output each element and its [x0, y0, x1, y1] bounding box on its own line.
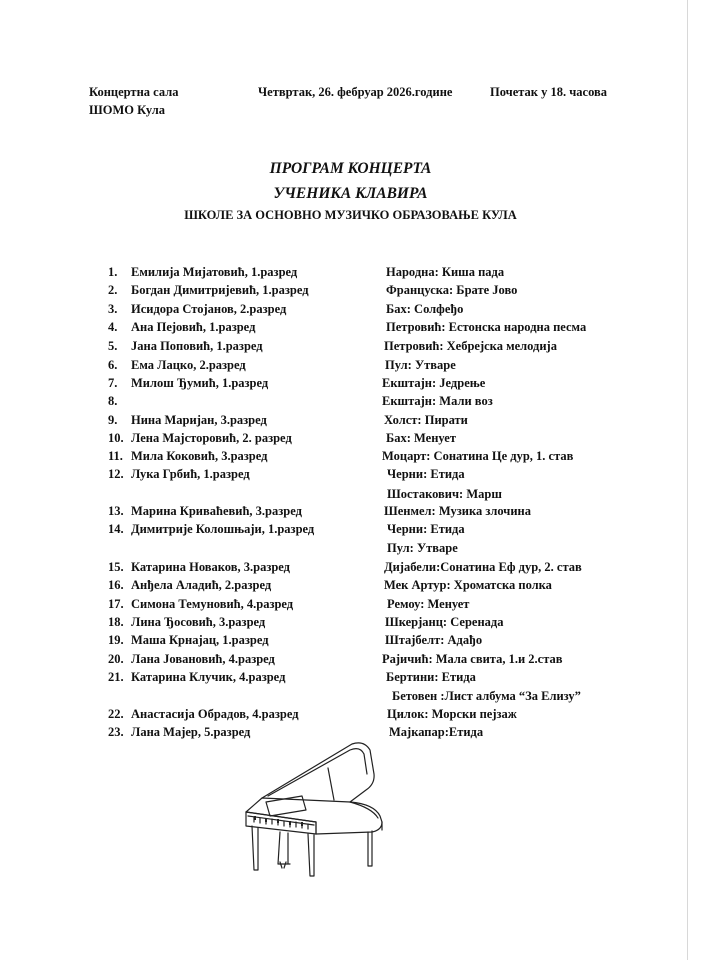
program-row	[0, 374, 701, 392]
performer-name: Лина Ђосовић, 3.разред	[131, 615, 266, 629]
piece-title: Черни: Етида	[387, 522, 465, 536]
performer-name: Ана Пејовић, 1.разред	[131, 320, 256, 334]
performer-name: Милош Ђумић, 1.разред	[131, 376, 269, 390]
piece-title: Шкерјанц: Серенада	[385, 615, 504, 629]
program-title-line-2: УЧЕНИКА КЛАВИРА	[273, 185, 428, 202]
row-number: 13.	[108, 504, 124, 518]
program-title-line-1: ПРОГРАМ КОНЦЕРТА	[269, 160, 432, 177]
performer-name: Анастасија Обрадов, 4.разред	[131, 707, 299, 721]
venue-line-2: ШОМО Кула	[89, 103, 166, 117]
program-row	[0, 613, 701, 631]
grand-piano-icon	[232, 738, 392, 880]
row-number: 21.	[108, 670, 124, 684]
program-row	[0, 520, 701, 538]
program-row	[0, 668, 701, 686]
piece-title: Шенмел: Музика злочина	[384, 504, 532, 518]
performer-name: Мила Коковић, 3.разред	[131, 449, 268, 463]
piece-title: Бетовен :Лист албума “За Елизу”	[392, 689, 581, 703]
piece-title: Моцарт: Сонатина Це дур, 1. став	[382, 449, 574, 463]
piece-title: Народна: Киша пада	[386, 265, 505, 279]
performer-name: Емилија Мијатовић, 1.разред	[131, 265, 298, 279]
performer-name: Лана Јовановић, 4.разред	[131, 652, 275, 666]
program-row	[0, 447, 701, 465]
row-number: 16.	[108, 578, 124, 592]
row-number: 2.	[108, 283, 118, 297]
row-number: 1.	[108, 265, 118, 279]
piece-title: Пул: Утваре	[387, 541, 458, 555]
row-number: 8.	[108, 394, 118, 408]
piece-title: Черни: Етида	[387, 467, 465, 481]
performer-name: Нина Маријан, 3.разред	[131, 413, 267, 427]
row-number: 22.	[108, 707, 124, 721]
program-row	[0, 631, 701, 649]
performer-name: Лука Грбић, 1.разред	[131, 467, 250, 481]
performer-name: Богдан Димитријевић, 1.разред	[131, 283, 309, 297]
program-row	[0, 356, 701, 374]
program-row	[0, 558, 701, 576]
row-number: 15.	[108, 560, 124, 574]
row-number: 3.	[108, 302, 118, 316]
program-row	[0, 337, 701, 355]
row-number: 18.	[108, 615, 124, 629]
performer-name: Ема Лацко, 2.разред	[131, 358, 246, 372]
program-row	[0, 650, 701, 668]
performer-name: Исидора Стојанов, 2.разред	[131, 302, 287, 316]
piece-title: Петровић: Естонска народна песма	[386, 320, 587, 334]
concert-start-time: Почетак у 18. часова	[490, 85, 608, 99]
piece-title: Мек Артур: Хроматска полка	[384, 578, 552, 592]
row-number: 23.	[108, 725, 124, 739]
piece-title: Холст: Пирати	[384, 413, 468, 427]
performer-name: Јана Поповић, 1.разред	[131, 339, 263, 353]
venue-line-1: Концертна сала	[89, 85, 179, 99]
performer-name: Симона Темуновић, 4.разред	[131, 597, 294, 611]
performer-name: Марина Криваћевић, 3.разред	[131, 504, 302, 518]
program-row	[0, 465, 701, 483]
row-number: 5.	[108, 339, 118, 353]
performer-name: Катарина Клучик, 4.разред	[131, 670, 286, 684]
piece-title: Дијабели:Сонатина Еф дур, 2. став	[384, 560, 582, 574]
row-number: 19.	[108, 633, 124, 647]
piece-title: Мајкапар:Етида	[389, 725, 484, 739]
piece-title: Бах: Солфеђо	[386, 302, 464, 316]
performer-name: Димитрије Колошњаји, 1.разред	[131, 522, 315, 536]
program-row	[0, 539, 701, 557]
performer-name: Лана Мајер, 5.разред	[131, 725, 251, 739]
row-number: 14.	[108, 522, 124, 536]
piece-title: Шостакович: Марш	[387, 487, 502, 501]
row-number: 7.	[108, 376, 118, 390]
performer-name: Катарина Новаков, 3.разред	[131, 560, 290, 574]
row-number: 6.	[108, 358, 118, 372]
program-row	[0, 429, 701, 447]
row-number: 4.	[108, 320, 118, 334]
piece-title: Петровић: Хебрејска мелодија	[384, 339, 557, 353]
program-row	[0, 595, 701, 613]
piece-title: Бах: Менует	[386, 431, 456, 445]
performer-name: Маша Крнајац, 1.разред	[131, 633, 269, 647]
piece-title: Цилок: Морски пејзаж	[387, 707, 517, 721]
piece-title: Ремоу: Менует	[387, 597, 470, 611]
school-name: ШКОЛЕ ЗА ОСНОВНО МУЗИЧКО ОБРАЗОВАЊЕ КУЛА	[184, 208, 517, 222]
program-row	[0, 687, 701, 705]
piece-title: Штајбелт: Адађо	[385, 633, 483, 647]
program-row	[0, 281, 701, 299]
program-row	[0, 411, 701, 429]
piece-title: Рајичић: Мала свита, 1.и 2.став	[382, 652, 563, 666]
piece-title: Бертини: Етида	[386, 670, 476, 684]
piece-title: Екштајн: Мали воз	[382, 394, 493, 408]
row-number: 20.	[108, 652, 124, 666]
program-row	[0, 318, 701, 336]
piece-title: Екштајн: Једрење	[382, 376, 486, 390]
piece-title: Пул: Утваре	[385, 358, 456, 372]
venue-block	[89, 83, 178, 119]
program-row	[0, 485, 701, 503]
program-row	[0, 300, 701, 318]
performer-name: Анђела Аладић, 2.разред	[131, 578, 272, 592]
program-row	[0, 576, 701, 594]
row-number: 17.	[108, 597, 124, 611]
program-row	[0, 392, 701, 410]
piece-title: Француска: Брате Јово	[386, 283, 518, 297]
row-number: 11.	[108, 449, 123, 463]
row-number: 12.	[108, 467, 124, 481]
row-number: 9.	[108, 413, 118, 427]
program-row	[0, 263, 701, 281]
program-row	[0, 502, 701, 520]
performer-name: Лена Мајсторовић, 2. разред	[131, 431, 292, 445]
concert-date: Четвртак, 26. фебруар 2026.године	[258, 85, 453, 99]
program-row	[0, 705, 701, 723]
row-number: 10.	[108, 431, 124, 445]
